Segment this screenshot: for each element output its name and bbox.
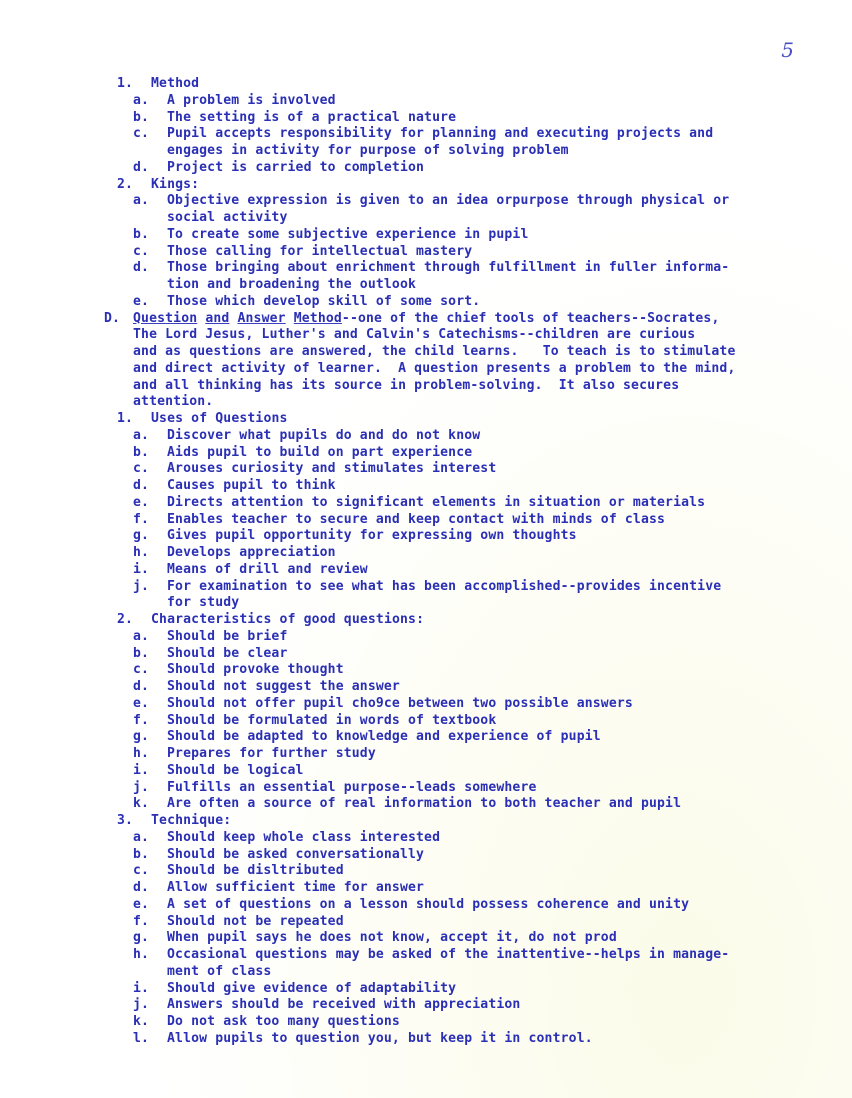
document-body bbox=[0, 76, 852, 1048]
list-item-text: Should keep whole class interested bbox=[167, 829, 441, 845]
list-label: a. bbox=[133, 92, 150, 108]
list-item-text: Allow sufficient time for answer bbox=[167, 880, 425, 895]
list-label: j. bbox=[133, 997, 150, 1013]
list-item-text: Should be disltributed bbox=[167, 863, 344, 879]
list-item bbox=[0, 964, 852, 981]
list-item bbox=[0, 997, 852, 1014]
list-label: c. bbox=[133, 126, 150, 142]
list-label: b. bbox=[133, 645, 150, 661]
list-item-text: Should provoke thought bbox=[167, 662, 344, 678]
list-item bbox=[0, 780, 852, 797]
list-label: 3. bbox=[117, 813, 134, 828]
title-word: Question bbox=[133, 310, 198, 326]
list-label: 2. bbox=[117, 612, 134, 627]
list-label: f. bbox=[133, 511, 150, 527]
list-item-text: A set of questions on a lesson should possess coherence and unity bbox=[167, 896, 690, 912]
list-item-text: A problem is involved bbox=[167, 92, 336, 108]
kinds-list bbox=[0, 193, 852, 310]
list-item bbox=[0, 294, 852, 311]
list-item-text: When pupil says he does not know, accept it, do not prod bbox=[167, 930, 617, 946]
list-label: c. bbox=[133, 863, 150, 879]
list-label: e. bbox=[133, 896, 150, 912]
list-item-text: Should be asked conversationally bbox=[167, 846, 425, 862]
list-item bbox=[0, 110, 852, 127]
list-item bbox=[0, 1014, 852, 1031]
list-item bbox=[0, 512, 852, 529]
list-label: a. bbox=[133, 628, 150, 644]
list-label: c. bbox=[133, 461, 150, 477]
list-item bbox=[0, 763, 852, 780]
list-item bbox=[0, 562, 852, 579]
list-item bbox=[0, 981, 852, 998]
list-label: e. bbox=[133, 494, 150, 510]
list-label: a. bbox=[133, 193, 150, 209]
list-item-text: engages in activity for purpose of solving problem bbox=[167, 143, 569, 158]
list-item-text: Gives pupil opportunity for expressing own thoughts bbox=[167, 528, 577, 544]
list-item-text: Project is carried to completion bbox=[167, 159, 425, 175]
list-item-text: The setting is of a practical nature bbox=[167, 109, 457, 125]
list-item bbox=[0, 160, 852, 177]
list-label: e. bbox=[133, 695, 150, 711]
list-item-text: social activity bbox=[167, 210, 288, 225]
list-item bbox=[0, 260, 852, 277]
list-label: i. bbox=[133, 561, 150, 577]
list-label: k. bbox=[133, 796, 150, 812]
list-item bbox=[0, 863, 852, 880]
list-item-text: Are often a source of real information to both teacher and pupil bbox=[167, 796, 682, 812]
list-label: g. bbox=[133, 729, 150, 745]
list-item-text: Should not be repeated bbox=[167, 913, 344, 929]
method-list bbox=[0, 93, 852, 177]
list-label: l. bbox=[133, 1030, 150, 1046]
list-item-text: Should be brief bbox=[167, 628, 288, 644]
list-item bbox=[0, 662, 852, 679]
list-item bbox=[0, 126, 852, 143]
list-item bbox=[0, 579, 852, 596]
list-item-text: Directs attention to significant elements in situation or materials bbox=[167, 494, 706, 510]
list-item-text: Those bringing about enrichment through fulfillment in fuller informa- bbox=[167, 260, 730, 276]
list-item-text: Answers should be received with appreciation bbox=[167, 997, 521, 1013]
list-label: k. bbox=[133, 1014, 150, 1029]
title-word: and bbox=[205, 310, 230, 326]
list-item-text: ment of class bbox=[167, 963, 272, 979]
uses-heading: 1. Uses of Questions bbox=[117, 411, 288, 426]
paragraph-line: and direct activity of learner. A question presents a problem to the mind, bbox=[133, 360, 736, 376]
list-item-text: Should be formulated in words of textbook bbox=[167, 712, 497, 728]
section-d-first-line: --one of the chief tools of teachers--Socrates, bbox=[341, 310, 720, 326]
list-label: d. bbox=[133, 159, 150, 175]
list-item-text: Aids pupil to build on part experience bbox=[167, 444, 473, 460]
list-label: g. bbox=[133, 930, 150, 946]
list-item bbox=[0, 227, 852, 244]
list-item-text: Allow pupils to question you, but keep it in control. bbox=[167, 1030, 593, 1046]
list-label: d. bbox=[133, 260, 150, 276]
list-item bbox=[0, 428, 852, 445]
list-item-text: Discover what pupils do and do not know bbox=[167, 427, 481, 443]
technique-list bbox=[0, 830, 852, 1048]
list-item bbox=[0, 210, 852, 227]
list-label: a. bbox=[133, 829, 150, 845]
list-item bbox=[0, 930, 852, 947]
list-label: 1. bbox=[117, 76, 134, 91]
list-item bbox=[0, 461, 852, 478]
page-number: 5 bbox=[781, 38, 794, 62]
list-label: a. bbox=[133, 427, 150, 443]
list-item bbox=[0, 629, 852, 646]
technique-heading: 3. Technique: bbox=[117, 813, 232, 828]
list-item bbox=[0, 277, 852, 294]
list-item-text: Should be adapted to knowledge and experience of pupil bbox=[167, 729, 601, 745]
list-item-text: Means of drill and review bbox=[167, 561, 368, 577]
list-item bbox=[0, 796, 852, 813]
list-item-text: tion and broadening the outlook bbox=[167, 277, 417, 292]
list-item bbox=[0, 646, 852, 663]
list-item-text: Should not offer pupil cho9ce between two possible answers bbox=[167, 695, 633, 711]
list-item bbox=[0, 193, 852, 210]
list-item-text: Should be logical bbox=[167, 762, 304, 778]
title-word: Answer bbox=[237, 310, 286, 326]
title-word: Method bbox=[293, 310, 342, 326]
list-item bbox=[0, 1031, 852, 1048]
list-item bbox=[0, 947, 852, 964]
list-item-text: Should be clear bbox=[167, 645, 288, 661]
list-label: c. bbox=[133, 662, 150, 678]
list-label: d. bbox=[133, 478, 150, 493]
list-item bbox=[0, 143, 852, 160]
list-label: d. bbox=[133, 880, 150, 895]
list-label: f. bbox=[133, 913, 150, 929]
list-item-text: Those which develop skill of some sort. bbox=[167, 293, 481, 309]
characteristics-list bbox=[0, 629, 852, 813]
list-item-text: Develops appreciation bbox=[167, 545, 336, 560]
list-item-text: for study bbox=[167, 595, 240, 611]
list-item bbox=[0, 244, 852, 261]
list-label: h. bbox=[133, 545, 150, 560]
list-item-text: For examination to see what has been accomplished--provides incentive bbox=[167, 578, 722, 594]
list-item bbox=[0, 445, 852, 462]
list-label: j. bbox=[133, 779, 150, 795]
uses-list bbox=[0, 428, 852, 612]
kinds-heading: 2. Kings: bbox=[117, 176, 200, 192]
list-item-text: Do not ask too many questions bbox=[167, 1014, 400, 1029]
list-label: j. bbox=[133, 578, 150, 594]
list-item-text: Those calling for intellectual mastery bbox=[167, 243, 473, 259]
list-item-text: Should give evidence of adaptability bbox=[167, 980, 457, 996]
list-label: g. bbox=[133, 528, 150, 544]
list-item-text: Pupil accepts responsibility for planning and executing projects and bbox=[167, 126, 714, 142]
list-item-text: Occasional questions may be asked of the inattentive--helps in manage- bbox=[167, 947, 730, 962]
list-item bbox=[0, 880, 852, 897]
list-item-text: Enables teacher to secure and keep contact with minds of class bbox=[167, 511, 666, 527]
list-label: b. bbox=[133, 444, 150, 460]
list-item-text: To create some subjective experience in pupil bbox=[167, 226, 529, 242]
list-item bbox=[0, 746, 852, 763]
list-item bbox=[0, 93, 852, 110]
list-label: f. bbox=[133, 712, 150, 728]
list-item bbox=[0, 897, 852, 914]
list-label: b. bbox=[133, 846, 150, 862]
list-item bbox=[0, 696, 852, 713]
list-item bbox=[0, 729, 852, 746]
paragraph-line: and all thinking has its source in problem-solving. It also secures bbox=[133, 377, 680, 393]
list-label: e. bbox=[133, 293, 150, 309]
list-item-text: Prepares for further study bbox=[167, 746, 376, 761]
list-item-text: Fulfills an essential purpose--leads somewhere bbox=[167, 779, 537, 795]
paragraph-line: The Lord Jesus, Luther's and Calvin's Catechisms--children are curious bbox=[133, 327, 696, 343]
list-label: 1. bbox=[117, 411, 134, 426]
list-item bbox=[0, 495, 852, 512]
list-item bbox=[0, 478, 852, 495]
section-label: D. bbox=[104, 310, 121, 326]
paragraph-line: and as questions are answered, the child learns. To teach is to stimulate bbox=[133, 344, 736, 359]
list-label: h. bbox=[133, 746, 150, 761]
list-label: b. bbox=[133, 109, 150, 125]
list-label: b. bbox=[133, 226, 150, 242]
list-item bbox=[0, 713, 852, 730]
section-d-heading bbox=[0, 311, 852, 328]
method-heading: 1. Method bbox=[117, 76, 200, 91]
list-item bbox=[0, 545, 852, 562]
list-item-text: Should not suggest the answer bbox=[167, 679, 400, 694]
list-item bbox=[0, 595, 852, 612]
characteristics-heading: 2. Characteristics of good questions: bbox=[117, 612, 425, 627]
list-label: i. bbox=[133, 762, 150, 778]
list-item-text: Arouses curiosity and stimulates interest bbox=[167, 461, 497, 477]
list-item bbox=[0, 528, 852, 545]
list-item bbox=[0, 914, 852, 931]
list-item bbox=[0, 830, 852, 847]
paragraph-line: attention. bbox=[133, 394, 214, 410]
list-label: c. bbox=[133, 243, 150, 259]
list-item bbox=[0, 679, 852, 696]
list-label: h. bbox=[133, 947, 150, 962]
list-label: 2. bbox=[117, 176, 134, 192]
list-item-text: Causes pupil to think bbox=[167, 478, 336, 493]
list-item bbox=[0, 847, 852, 864]
list-label: d. bbox=[133, 679, 150, 694]
list-item-text: Objective expression is given to an idea orpurpose through physical or bbox=[167, 193, 730, 209]
list-label: i. bbox=[133, 980, 150, 996]
